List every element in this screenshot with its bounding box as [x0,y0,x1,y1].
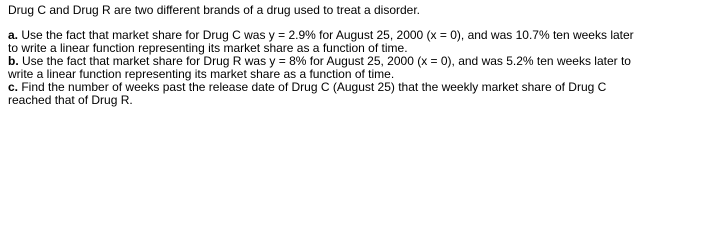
part-a-line-2: to write a linear function representing its market share as a function of time. [8,41,408,55]
part-b-text-1: Use the fact that market share for Drug R was y = 8% for August 25, 2000 (x = 0), and was 5.2% ten weeks later to [18,54,631,68]
part-a-text-1: Use the fact that market share for Drug C was y = 2.9% for August 25, 2000 (x = 0), and was 10.7% ten weeks later [18,28,634,42]
intro-text: Drug C and Drug R are two different brands of a drug used to treat a disorder. [8,3,421,17]
part-c-label: c. [8,80,19,94]
part-b-label: b. [8,54,19,68]
part-a-label: a. [8,28,19,42]
part-b-line-2: write a linear function representing its market share as a function of time. [8,67,395,81]
problem-text [8,4,698,107]
part-c-text-1: Find the number of weeks past the release date of Drug C (August 25) that the weekly market share of Drug C [18,80,607,94]
part-b [8,55,698,81]
part-a [8,29,698,55]
part-c-line-2: reached that of Drug R. [8,93,133,107]
part-c [8,81,698,107]
